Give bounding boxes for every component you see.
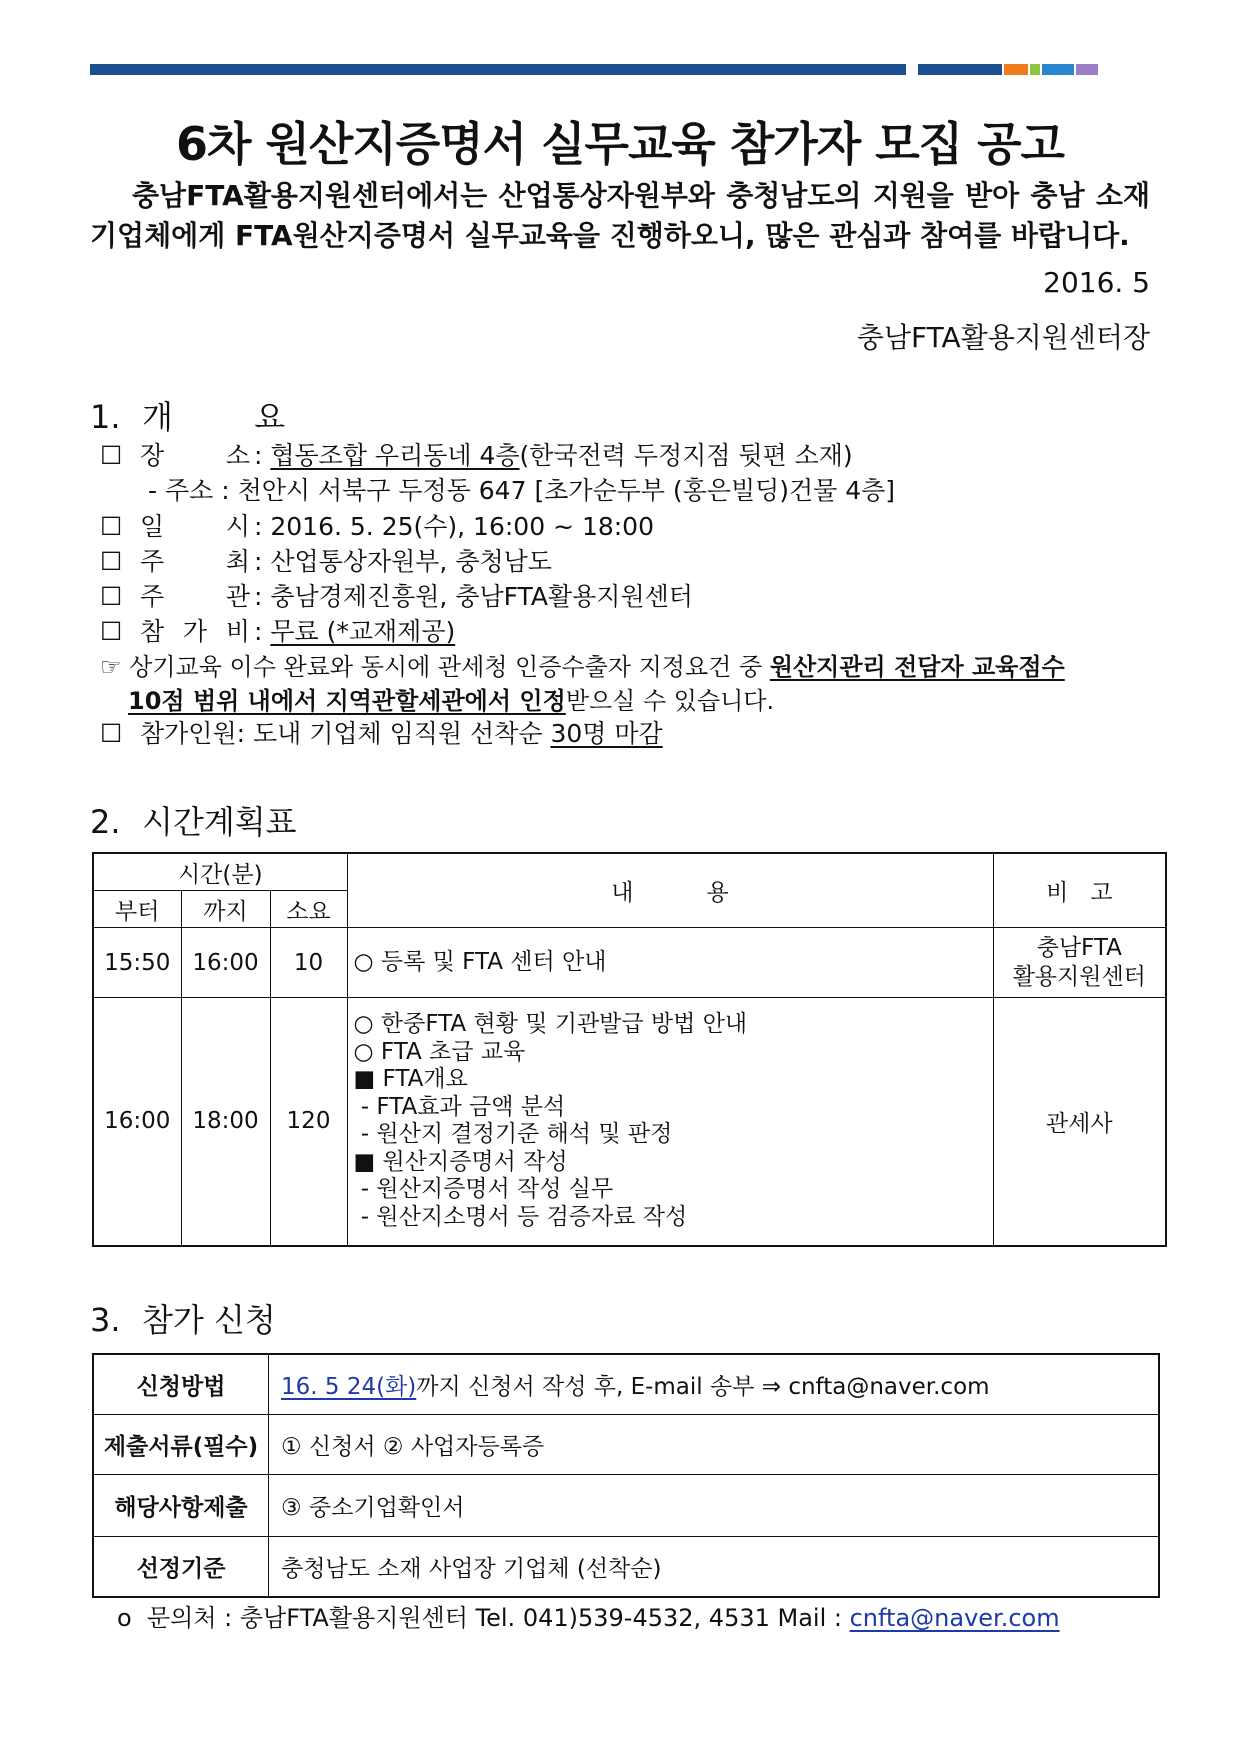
selection-criteria-value: 충청남도 소재 사업장 기업체 (선착순) — [269, 1537, 1160, 1598]
checkbox-icon: ☐ — [100, 512, 123, 541]
intro-paragraph — [90, 176, 1150, 256]
content-line: - 원산지 결정기준 해석 및 판정 — [353, 1121, 673, 1148]
remark-line: 충남FTA — [1036, 934, 1122, 961]
header-duration: 소요 — [270, 891, 347, 928]
header-content: 내 용 — [347, 853, 993, 928]
section-title: 개 요 — [142, 398, 286, 436]
overview-organizer: ☐ 주 관 : 충남경제진흥원, 충남FTA활용지원센터 — [100, 577, 693, 613]
contact-email-link[interactable]: cnfta@naver.com — [849, 1604, 1060, 1632]
participants-limit: 30명 마감 — [550, 719, 663, 748]
organizer-value: 충남경제진흥원, 충남FTA활용지원센터 — [270, 582, 693, 611]
bullet-icon: o — [117, 1604, 132, 1632]
host-label: 주 최 — [140, 547, 250, 576]
row-remark: 관세사 — [993, 998, 1166, 1246]
section-overview-heading — [90, 392, 285, 438]
optional-docs-label: 해당사항제출 — [93, 1475, 269, 1537]
pointing-hand-icon: ☞ — [100, 653, 122, 681]
time-label: 일 시 — [140, 512, 250, 541]
top-bar-green — [1030, 64, 1040, 75]
content-line: ○ 한중FTA 현황 및 기관발급 방법 안내 — [353, 1011, 748, 1038]
application-table — [92, 1353, 1160, 1598]
top-bar-purple — [1076, 64, 1098, 75]
overview-host: ☐ 주 최 : 산업통상자원부, 충청남도 — [100, 542, 552, 578]
content-line: - FTA효과 금액 분석 — [353, 1093, 566, 1120]
note-text-post: 받으실 수 있습니다. — [565, 687, 775, 715]
overview-place: ☐ 장 소 : 협동조합 우리동네 4층(한국전력 두정지점 뒷편 소재) — [100, 436, 853, 472]
place-name: 협동조합 우리동네 4층 — [270, 441, 520, 470]
remark-line: 활용지원센터 — [1012, 963, 1146, 990]
content-line: ○ 등록 및 FTA 센터 안내 — [353, 948, 607, 975]
time-value: 2016. 5. 25(수), 16:00 ~ 18:00 — [270, 512, 654, 541]
section-title: 참가 신청 — [142, 1301, 276, 1339]
notice-date: 2016. 5 — [1043, 266, 1150, 299]
overview-participants: ☐ 참가인원: 도내 기업체 임직원 선착순 30명 마감 — [100, 719, 663, 748]
contact-text: 문의처 : 충남FTA활용지원센터 Tel. 041)539-4532, 4531 Mail : — [146, 1604, 842, 1632]
participants-label: 참가인원 — [140, 719, 237, 748]
apply-method-text: 까지 신청서 작성 후, E-mail 송부 ⇒ cnfta@naver.com — [416, 1374, 990, 1400]
content-line: ■ FTA개요 — [353, 1066, 468, 1093]
table-row — [93, 1537, 1159, 1598]
section-title: 시간계획표 — [142, 803, 297, 841]
organizer-label: 주 관 — [140, 582, 250, 611]
place-label: 장 소 — [140, 441, 250, 470]
note-underline-1: 원산지관리 전담자 교육점수 — [769, 653, 1065, 681]
content-line: ■ 원산지증명서 작성 — [353, 1148, 568, 1175]
section-number: 3. — [90, 1301, 121, 1339]
top-bar-orange — [1004, 64, 1028, 75]
apply-method-label: 신청방법 — [93, 1354, 269, 1415]
overview-time: ☐ 일 시 : 2016. 5. 25(수), 16:00 ~ 18:00 — [100, 507, 654, 543]
intro-line-1: 충남FTA활용지원센터에서는 산업통상자원부와 충청남도의 지원을 받아 충남 소재 — [132, 179, 1150, 212]
required-docs-label: 제출서류(필수) — [93, 1415, 269, 1475]
content-line: - 원산지증명서 작성 실무 — [353, 1176, 614, 1203]
table-row — [93, 928, 1166, 998]
table-row — [93, 1475, 1159, 1537]
checkbox-icon: ☐ — [100, 617, 123, 646]
row-from: 16:00 — [93, 998, 181, 1246]
overview-address: - 주소 : 천안시 서북구 두정동 647 [초가순두부 (홍은빌딩)건물 4층] — [148, 476, 896, 505]
top-bar-blue — [1042, 64, 1074, 75]
table-row — [93, 1354, 1159, 1415]
overview-note-line-2 — [128, 681, 774, 716]
note-underline-2: 10점 범위 내에서 지역관할세관에서 인정 — [128, 687, 566, 715]
optional-docs-value: ③ 중소기업확인서 — [269, 1475, 1160, 1537]
place-note: (한국전력 두정지점 뒷편 소재) — [519, 441, 853, 470]
section-apply-heading — [90, 1295, 276, 1341]
header-remark: 비 고 — [993, 853, 1166, 928]
note-text-pre: 상기교육 이수 완료와 동시에 관세청 인증수출자 지정요건 중 — [129, 653, 763, 681]
participants-value: 도내 기업체 임직원 선착순 — [252, 719, 543, 748]
row-to: 16:00 — [181, 928, 270, 998]
table-row — [93, 998, 1166, 1246]
checkbox-icon: ☐ — [100, 719, 123, 748]
host-value: 산업통상자원부, 충청남도 — [270, 547, 552, 576]
row-from: 15:50 — [93, 928, 181, 998]
intro-line-2: 기업체에게 FTA원산지증명서 실무교육을 진행하오니, 많은 관심과 참여를 바랍니다. — [90, 219, 1130, 252]
row-remark — [993, 928, 1166, 998]
checkbox-icon: ☐ — [100, 441, 123, 470]
section-number: 1. — [90, 398, 121, 436]
checkbox-icon: ☐ — [100, 547, 123, 576]
section-schedule-heading — [90, 797, 297, 843]
fee-label: 참 가 비 — [140, 617, 250, 646]
row-content — [347, 998, 993, 1246]
header-time: 시간(분) — [93, 853, 347, 891]
top-bar-main — [90, 64, 906, 75]
page-title: 6차 원산지증명서 실무교육 참가자 모집 공고 — [176, 117, 1064, 171]
row-duration: 10 — [270, 928, 347, 998]
fee-value: 무료 (*교재제공) — [270, 617, 456, 646]
row-to: 18:00 — [181, 998, 270, 1246]
schedule-table — [92, 852, 1167, 1247]
header-from: 부터 — [93, 891, 181, 928]
required-docs-value: ① 신청서 ② 사업자등록증 — [269, 1415, 1160, 1475]
top-bar-short — [918, 64, 1002, 75]
overview-note-line-1 — [100, 647, 1065, 682]
header-to: 까지 — [181, 891, 270, 928]
issuer: 충남FTA활용지원센터장 — [856, 321, 1150, 354]
selection-criteria-label: 선정기준 — [93, 1537, 269, 1598]
content-line: - 원산지소명서 등 검증자료 작성 — [353, 1203, 688, 1230]
row-content — [347, 928, 993, 998]
checkbox-icon: ☐ — [100, 582, 123, 611]
content-line: ○ FTA 초급 교육 — [353, 1038, 526, 1065]
deadline-link[interactable]: 16. 5 24(화) — [281, 1374, 417, 1400]
row-duration: 120 — [270, 998, 347, 1246]
overview-fee: ☐ 참 가 비 : 무료 (*교재제공) — [100, 612, 455, 648]
contact-line — [117, 1598, 1060, 1633]
section-number: 2. — [90, 803, 121, 841]
table-row — [93, 1415, 1159, 1475]
apply-method-value — [269, 1354, 1160, 1415]
